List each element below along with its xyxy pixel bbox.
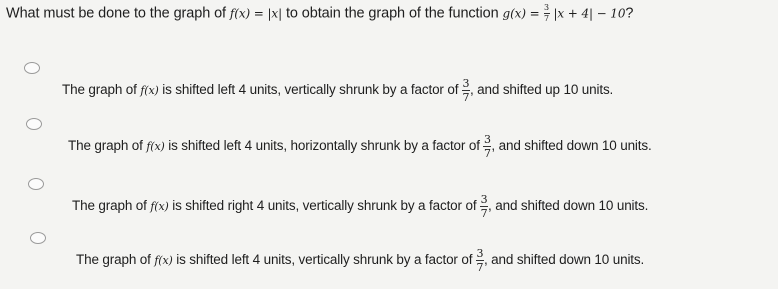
option-3-fraction: $\frac{3}{7}$ <box>480 193 488 220</box>
g-fraction-denominator: 7 <box>544 14 550 23</box>
radio-button-3[interactable] <box>28 178 44 190</box>
question-mark: ? <box>625 5 634 22</box>
answer-option-2[interactable] <box>24 118 778 164</box>
radio-button-2[interactable] <box>26 118 42 130</box>
f-definition: f(x) = |x| <box>229 6 283 21</box>
radio-button-1[interactable] <box>24 62 40 74</box>
answer-option-3[interactable] <box>24 178 778 224</box>
option-3-text: The graph of f(x) is shifted right 4 units, vertically shrunk by a factor of $\frac{3}{7}$ , and shifted down 10 units. <box>72 193 649 220</box>
g-lhs: g(x) = <box>502 6 540 21</box>
g-fraction <box>544 4 550 23</box>
option-1-fraction: $\frac{3}{7}$ <box>462 77 470 104</box>
option-2-text: The graph of f(x) is shifted left 4 units, horizontally shrunk by a factor of $\frac{3}{7}$ , and shifted down 10 units. <box>68 133 652 160</box>
answer-option-1[interactable] <box>24 62 778 108</box>
g-fraction-numerator: 3 <box>544 3 550 12</box>
option-4-fraction: $\frac{3}{7}$ <box>476 247 484 274</box>
radio-button-4[interactable] <box>30 232 46 244</box>
question-middle: to obtain the graph of the function <box>285 5 499 22</box>
option-2-fraction: $\frac{3}{7}$ <box>483 133 491 160</box>
question-text <box>6 4 633 23</box>
option-4-text: The graph of f(x) is shifted left 4 units, vertically shrunk by a factor of $\frac{3}{7}$ , and shifted down 10 units. <box>76 247 645 274</box>
answer-option-4[interactable] <box>24 232 778 278</box>
g-rest: |x + 4| − 10 <box>553 6 626 21</box>
question-prefix: What must be done to the graph of <box>6 5 226 22</box>
option-1-text: The graph of f(x) is shifted left 4 units, vertically shrunk by a factor of $\frac{3}{7}$ , and shifted up 10 units. <box>62 77 614 104</box>
